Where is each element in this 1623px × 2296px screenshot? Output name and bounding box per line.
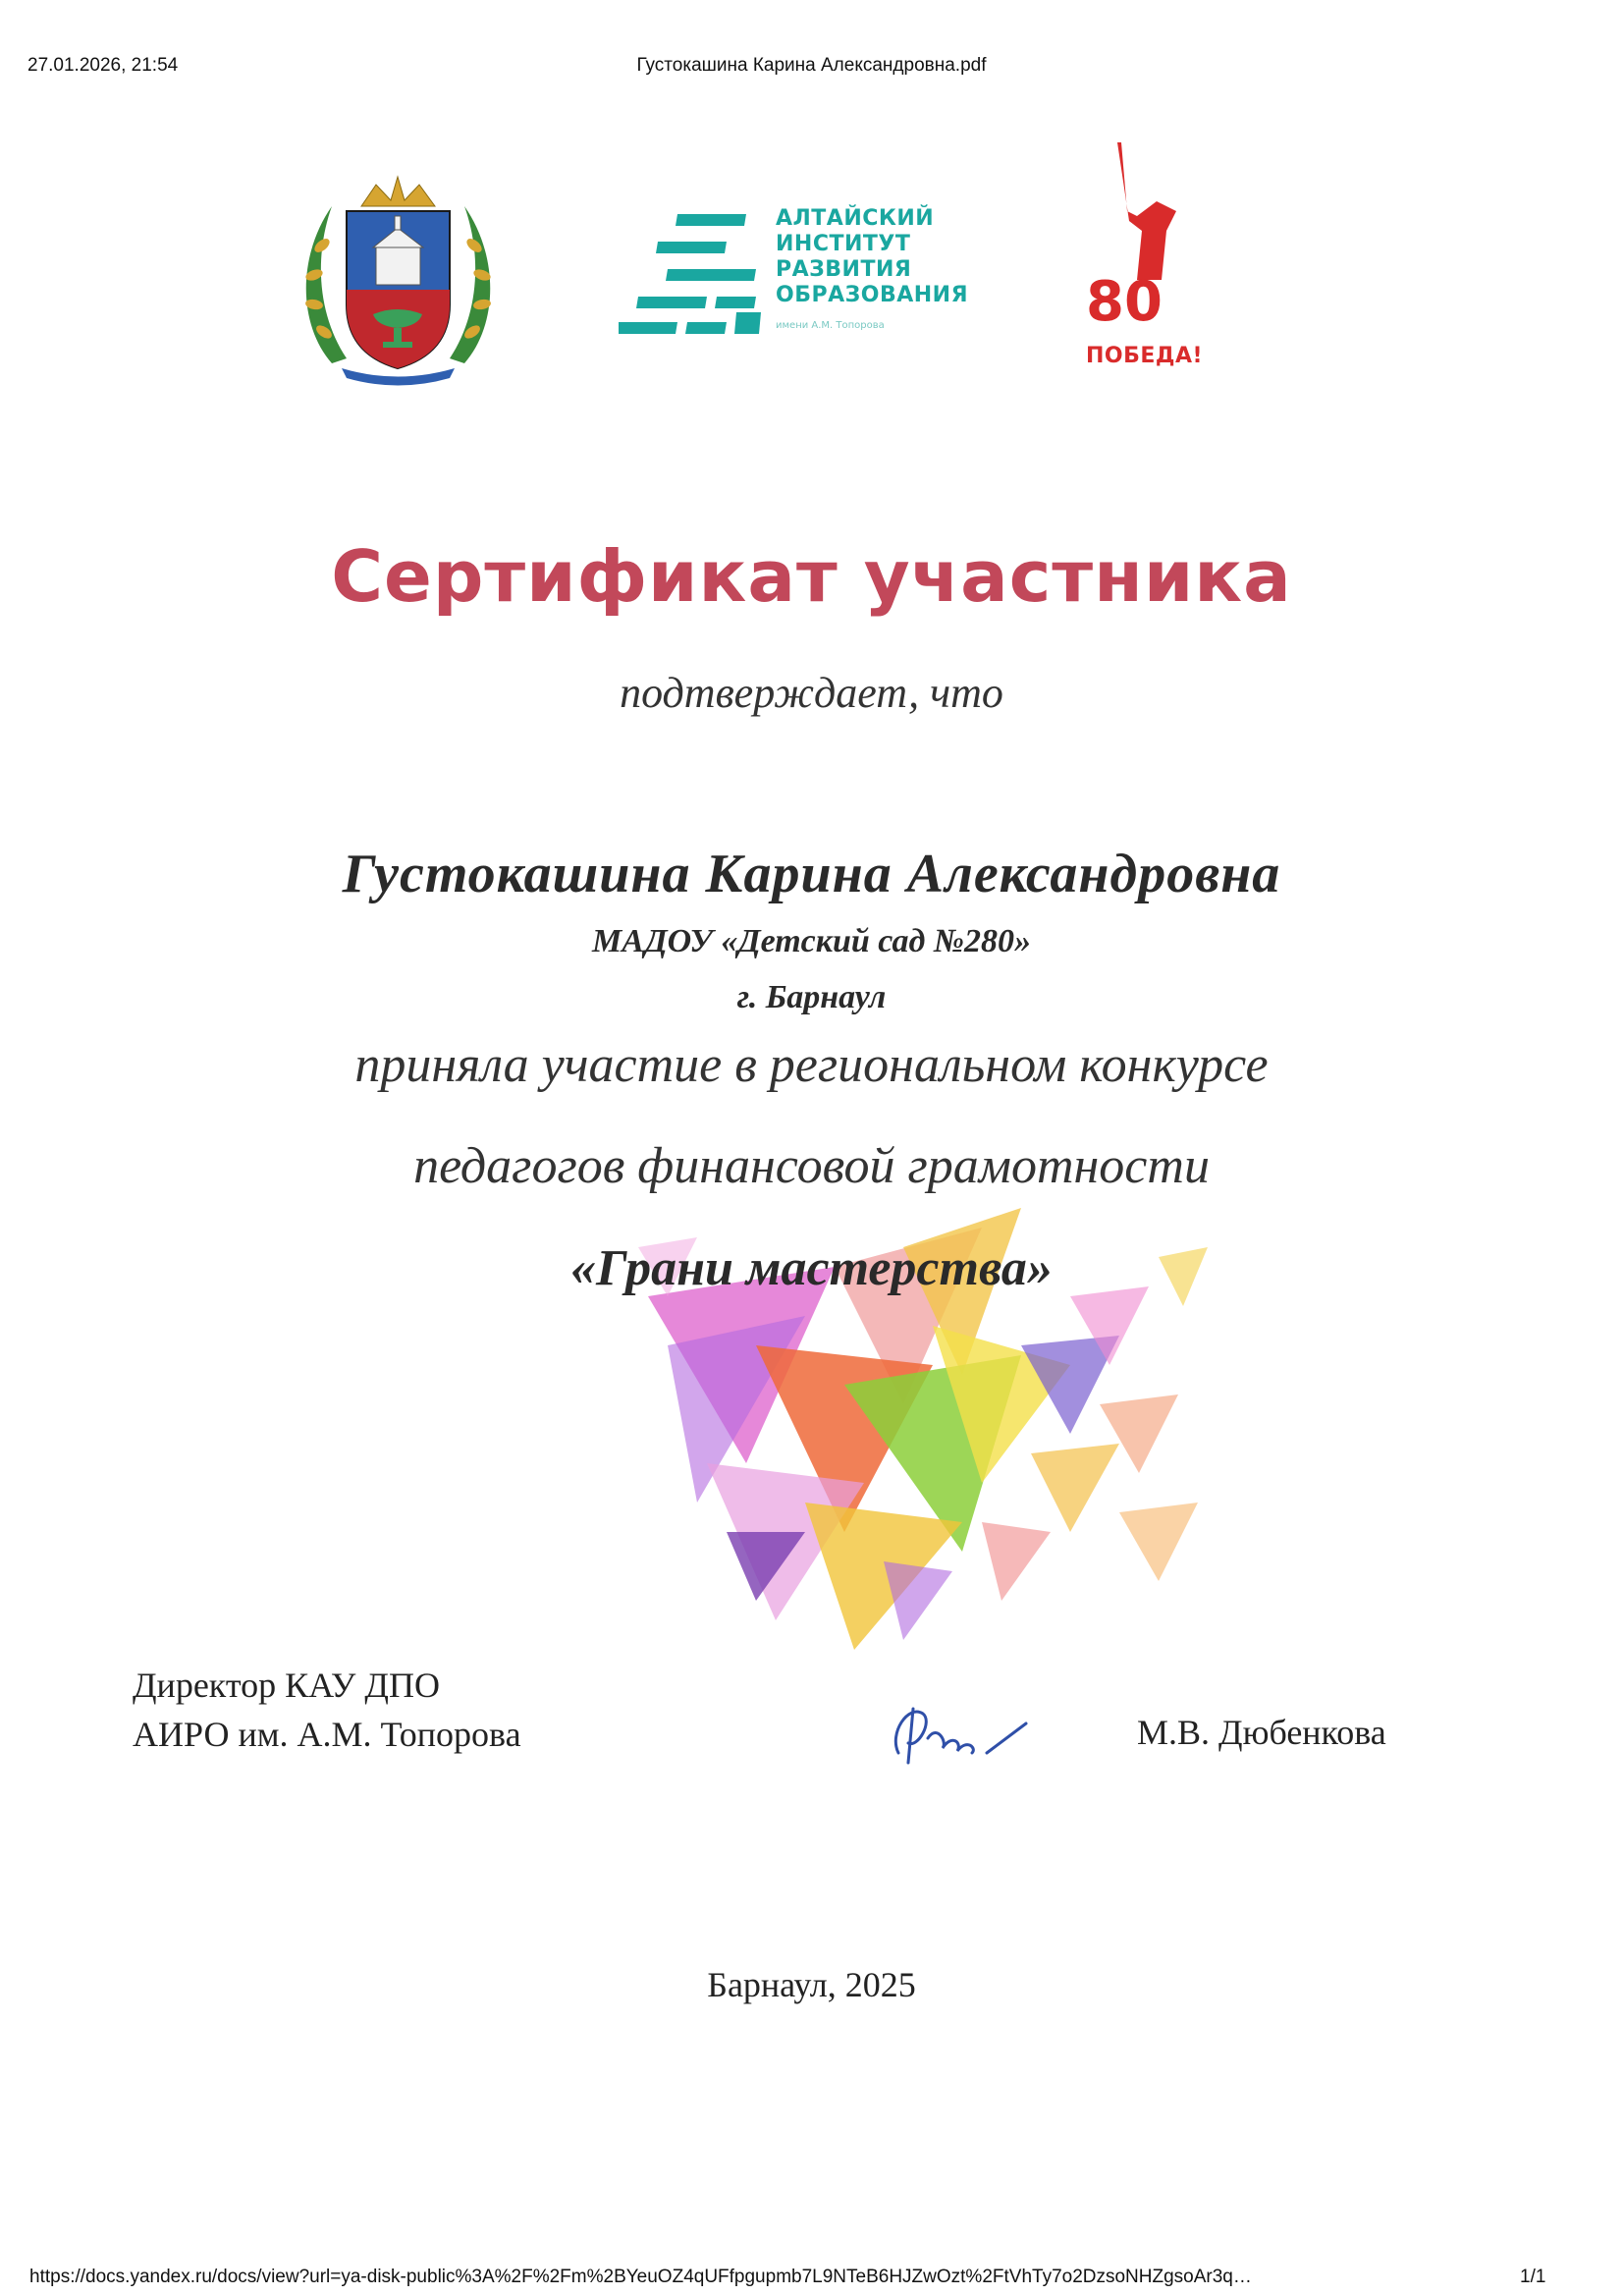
recipient-city: г. Барнаул [736, 979, 887, 1015]
airo-line-4: ОБРАЗОВАНИЯ [776, 283, 969, 307]
print-document-title: Густокашина Карина Александровна.pdf [636, 55, 987, 76]
pobeda-number: 80 [1086, 270, 1163, 334]
airo-line-3: РАЗВИТИЯ [776, 257, 912, 282]
airo-name [776, 206, 968, 308]
certificate-title: Сертификат участника [331, 535, 1292, 618]
print-datetime: 27.01.2026, 21:54 [27, 55, 179, 76]
pobeda-word: ПОБЕДА! [1086, 344, 1204, 368]
recipient-organization: МАДОУ «Детский сад №280» [592, 923, 1031, 959]
airo-line-1: АЛТАЙСКИЙ [776, 206, 935, 231]
confirms-text: подтверждает, что [620, 669, 1003, 717]
print-page-number: 1/1 [1520, 2267, 1546, 2287]
participation-line-2: педагогов финансовой грамотности [413, 1138, 1210, 1194]
place-and-year: Барнаул, 2025 [707, 1965, 916, 2004]
signer-role-line-1: Директор КАУ ДПО [133, 1666, 440, 1705]
print-source-url: https://docs.yandex.ru/docs/view?url=ya-disk-public%3A%2F%2Fm%2BYeuOZ4qUFfpgupmb7L9NTeB6HJZwOzt%2FtVhTy7o2DzsoNHZgsoAr3q… [29, 2267, 1252, 2287]
signer-name: М.В. Дюбенкова [1137, 1713, 1386, 1752]
airo-line-2: ИНСТИТУТ [776, 232, 911, 256]
participation-line-1: приняла участие в региональном конкурсе [354, 1037, 1269, 1093]
recipient-name: Густокашина Карина Александровна [342, 844, 1281, 904]
altai-coat-of-arms-icon [293, 167, 504, 388]
signer-role-line-2: АИРО им. А.М. Топорова [133, 1715, 521, 1754]
logos-row [0, 0, 1623, 412]
motherland-statue-icon [1078, 142, 1216, 378]
airo-subline: имени А.М. Топорова [776, 320, 885, 331]
contest-name: «Грани мастерства» [570, 1240, 1053, 1296]
handwritten-signature-icon [879, 1694, 1036, 1773]
